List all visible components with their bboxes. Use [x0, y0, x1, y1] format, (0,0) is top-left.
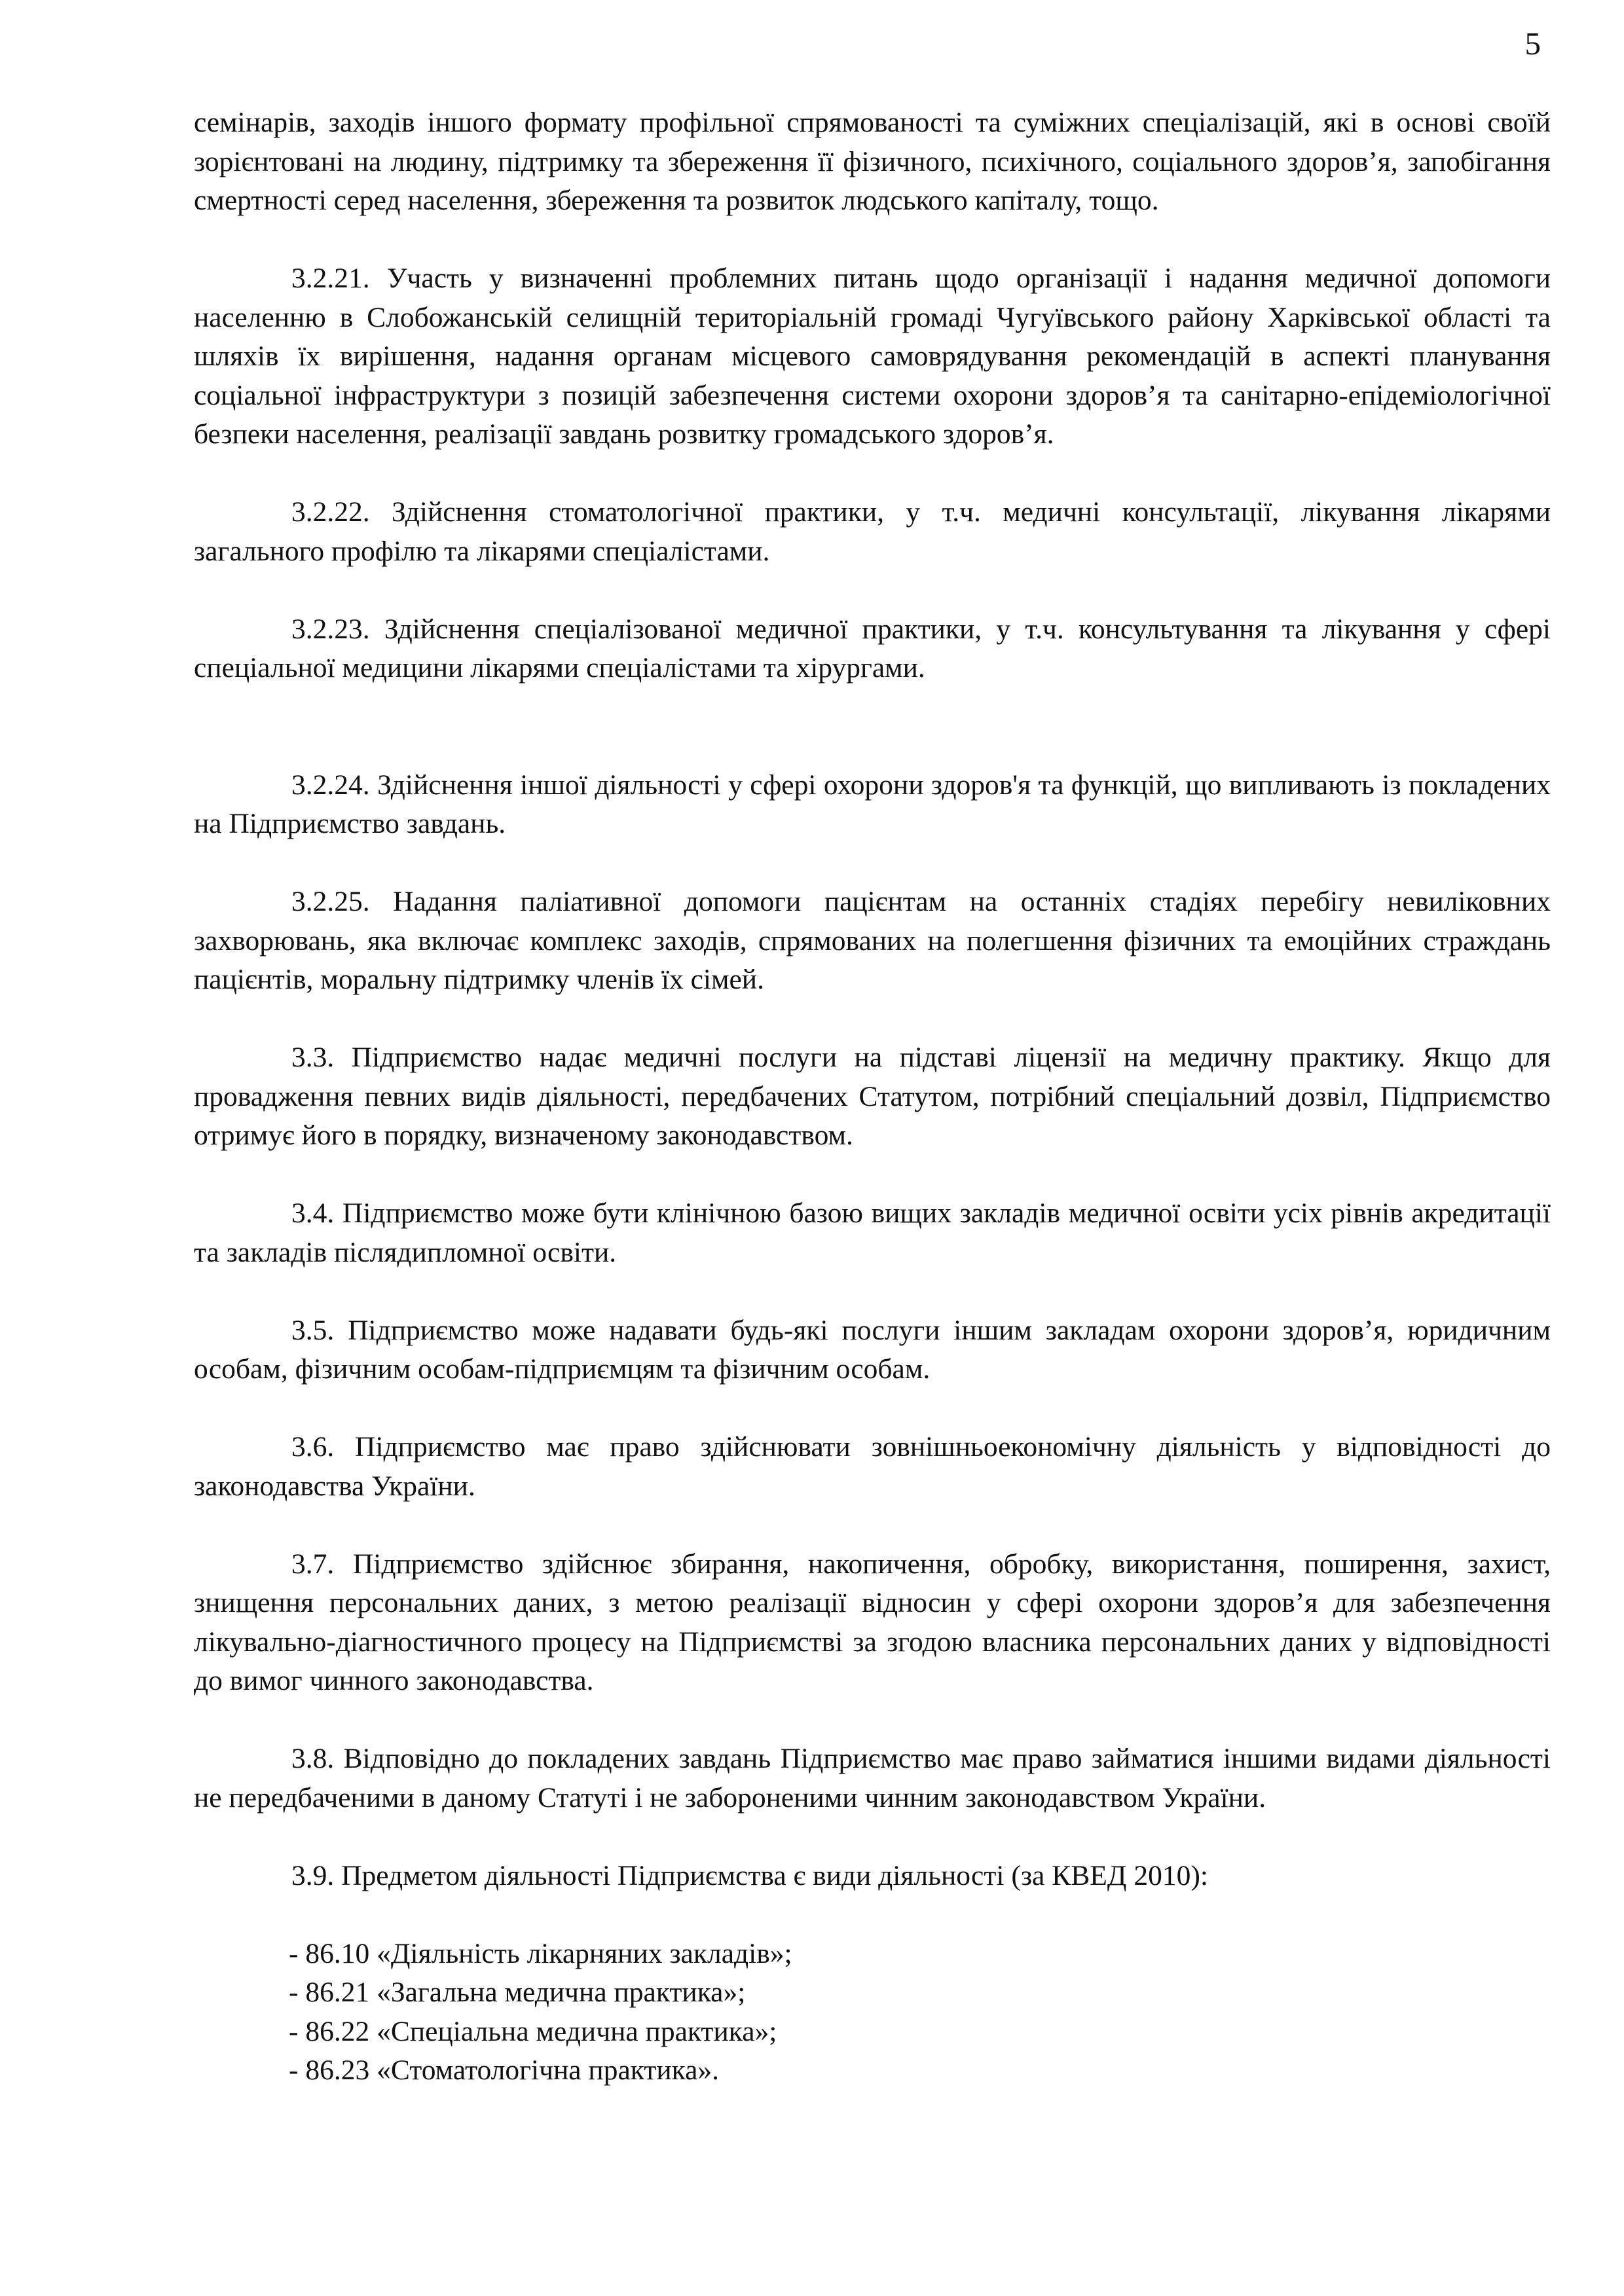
paragraph-3-4: 3.4. Підприємство може бути клінічною базою вищих закладів медичної освіти усіх рівнів акредитації та закладів післядипломної освіти. — [194, 1197, 1551, 1268]
paragraph-3-2-23: 3.2.23. Здійснення спеціалізованої медичної практики, у т.ч. консультування та лікування у сфері спеціальної медицини лікарями спеціалістами та хірургами. — [194, 613, 1551, 683]
list-item: - 86.23 «Стоматологічна практика». — [289, 2054, 720, 2086]
list-item: - 86.22 «Спеціальна медична практика»; — [289, 2015, 777, 2047]
paragraph-3-2-25: 3.2.25. Надання паліативної допомоги пацієнтам на останніх стадіях перебігу невиліковних захворювань, яка включає комплекс заходів, спрямованих на полегшення фізичних та емоційних страждань пацієнтів, моральну підтримку членів їх сімей. — [194, 886, 1551, 995]
paragraph-3-8: 3.8. Відповідно до покладених завдань Підприємство має право займатися іншими видами діяльності не передбаченими в даному Статуті і не забороненими чинним законодавством України. — [194, 1743, 1551, 1813]
page-number: 5 — [1524, 26, 1541, 62]
paragraph-3-3: 3.3. Підприємство надає медичні послуги на підставі ліцензії на медичну практику. Якщо для провадження певних видів діяльності, передбачених Статутом, потрібний спеціальний дозвіл, Підприємство отримує його в порядку, визначеному законодавством. — [194, 1042, 1551, 1151]
document-body — [194, 103, 1551, 2090]
paragraph-3-2-22: 3.2.22. Здійснення стоматологічної практики, у т.ч. медичні консультації, лікування лікарями загального профілю та лікарями спеціалістами. — [194, 496, 1551, 567]
paragraph-3-2-21: 3.2.21. Участь у визначенні проблемних питань щодо організації і надання медичної допомоги населенню в Слобожанській селищній територіальній громаді Чугуївського району Харківської області та шляхів їх вирішення, надання органам місцевого самоврядування рекомендацій в аспекті планування соціальної інфраструктури з позицій забезпечення системи охорони здоров’я та санітарно-епідеміологічної безпеки населення, реалізації завдань розвитку громадського здоров’я. — [194, 263, 1551, 450]
paragraph-3-2-24: 3.2.24. Здійснення іншої діяльності у сфері охорони здоров'я та функцій, що випливають із покладених на Підприємство завдань. — [194, 769, 1551, 839]
paragraph-continuation: семінарів, заходів іншого формату профільної спрямованості та суміжних спеціалізацій, які в основі своїй зорієнтовані на людину, підтримку та збереження її фізичного, психічного, соціального здоров’я, запобігання смертності серед населення, збереження та розвиток людського капіталу, тощо. — [194, 107, 1551, 216]
paragraph-3-9: 3.9. Предметом діяльності Підприємства є види діяльності (за КВЕД 2010): — [291, 1859, 1208, 1891]
paragraph-3-7: 3.7. Підприємство здійснює збирання, накопичення, обробку, використання, поширення, захист, знищення персональних даних, з метою реалізації відносин у сфері охорони здоров’я для забезпечення лікувально-діагностичного процесу на Підприємстві за згодою власника персональних даних у відповідності до вимог чинного законодавства. — [194, 1548, 1551, 1696]
paragraph-3-6: 3.6. Підприємство має право здійснювати зовнішньоекономічну діяльність у відповідності до законодавства України. — [194, 1431, 1551, 1502]
kved-list — [194, 1935, 1551, 2090]
list-item: - 86.10 «Діяльність лікарняних закладів»; — [289, 1937, 792, 1969]
list-item: - 86.21 «Загальна медична практика»; — [289, 1977, 746, 2008]
paragraph-3-5: 3.5. Підприємство може надавати будь-які послуги іншим закладам охорони здоров’я, юридичним особам, фізичним особам-підприємцям та фізичним особам. — [194, 1314, 1551, 1385]
